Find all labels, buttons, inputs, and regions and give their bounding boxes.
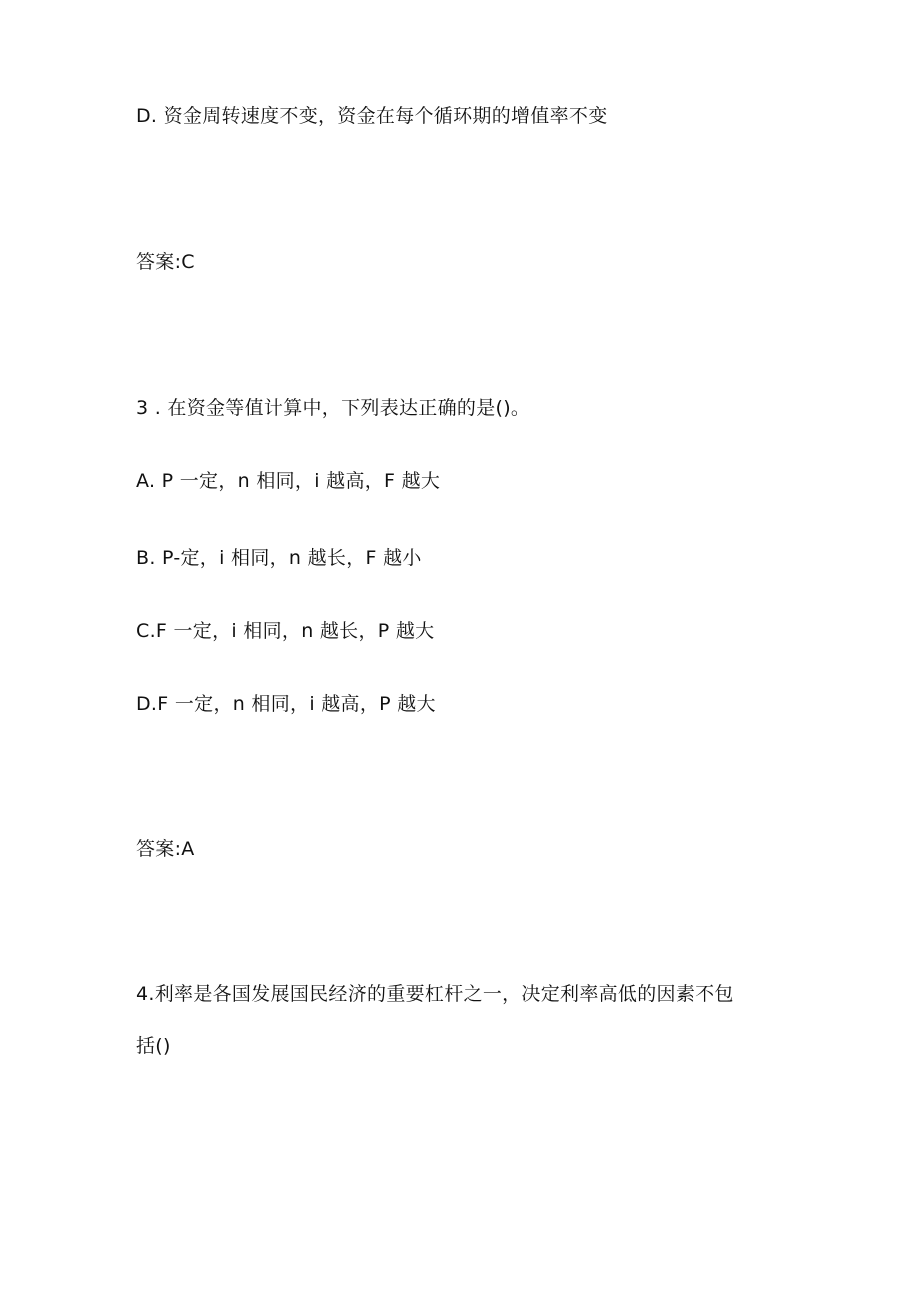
q2-option-d: D. 资金周转速度不变，资金在每个循环期的增值率不变 [136,105,608,127]
q3-option-a: A. P 一定，n 相同，i 越高，F 越大 [136,470,441,492]
q4-stem-line1: 4.利率是各国发展国民经济的重要杠杆之一，决定利率高低的因素不包 [136,983,734,1005]
q3-stem: 3 . 在资金等值计算中，下列表达正确的是()。 [136,397,531,419]
q3-option-d: D.F 一定，n 相同，i 越高，P 越大 [136,693,436,715]
q4-stem-line2: 括() [136,1035,171,1057]
q2-answer: 答案:C [136,251,195,273]
q3-option-b: B. P-定，i 相同，n 越长，F 越小 [136,547,422,569]
q3-option-c: C.F 一定，i 相同，n 越长，P 越大 [136,620,435,642]
q3-answer: 答案:A [136,838,195,860]
